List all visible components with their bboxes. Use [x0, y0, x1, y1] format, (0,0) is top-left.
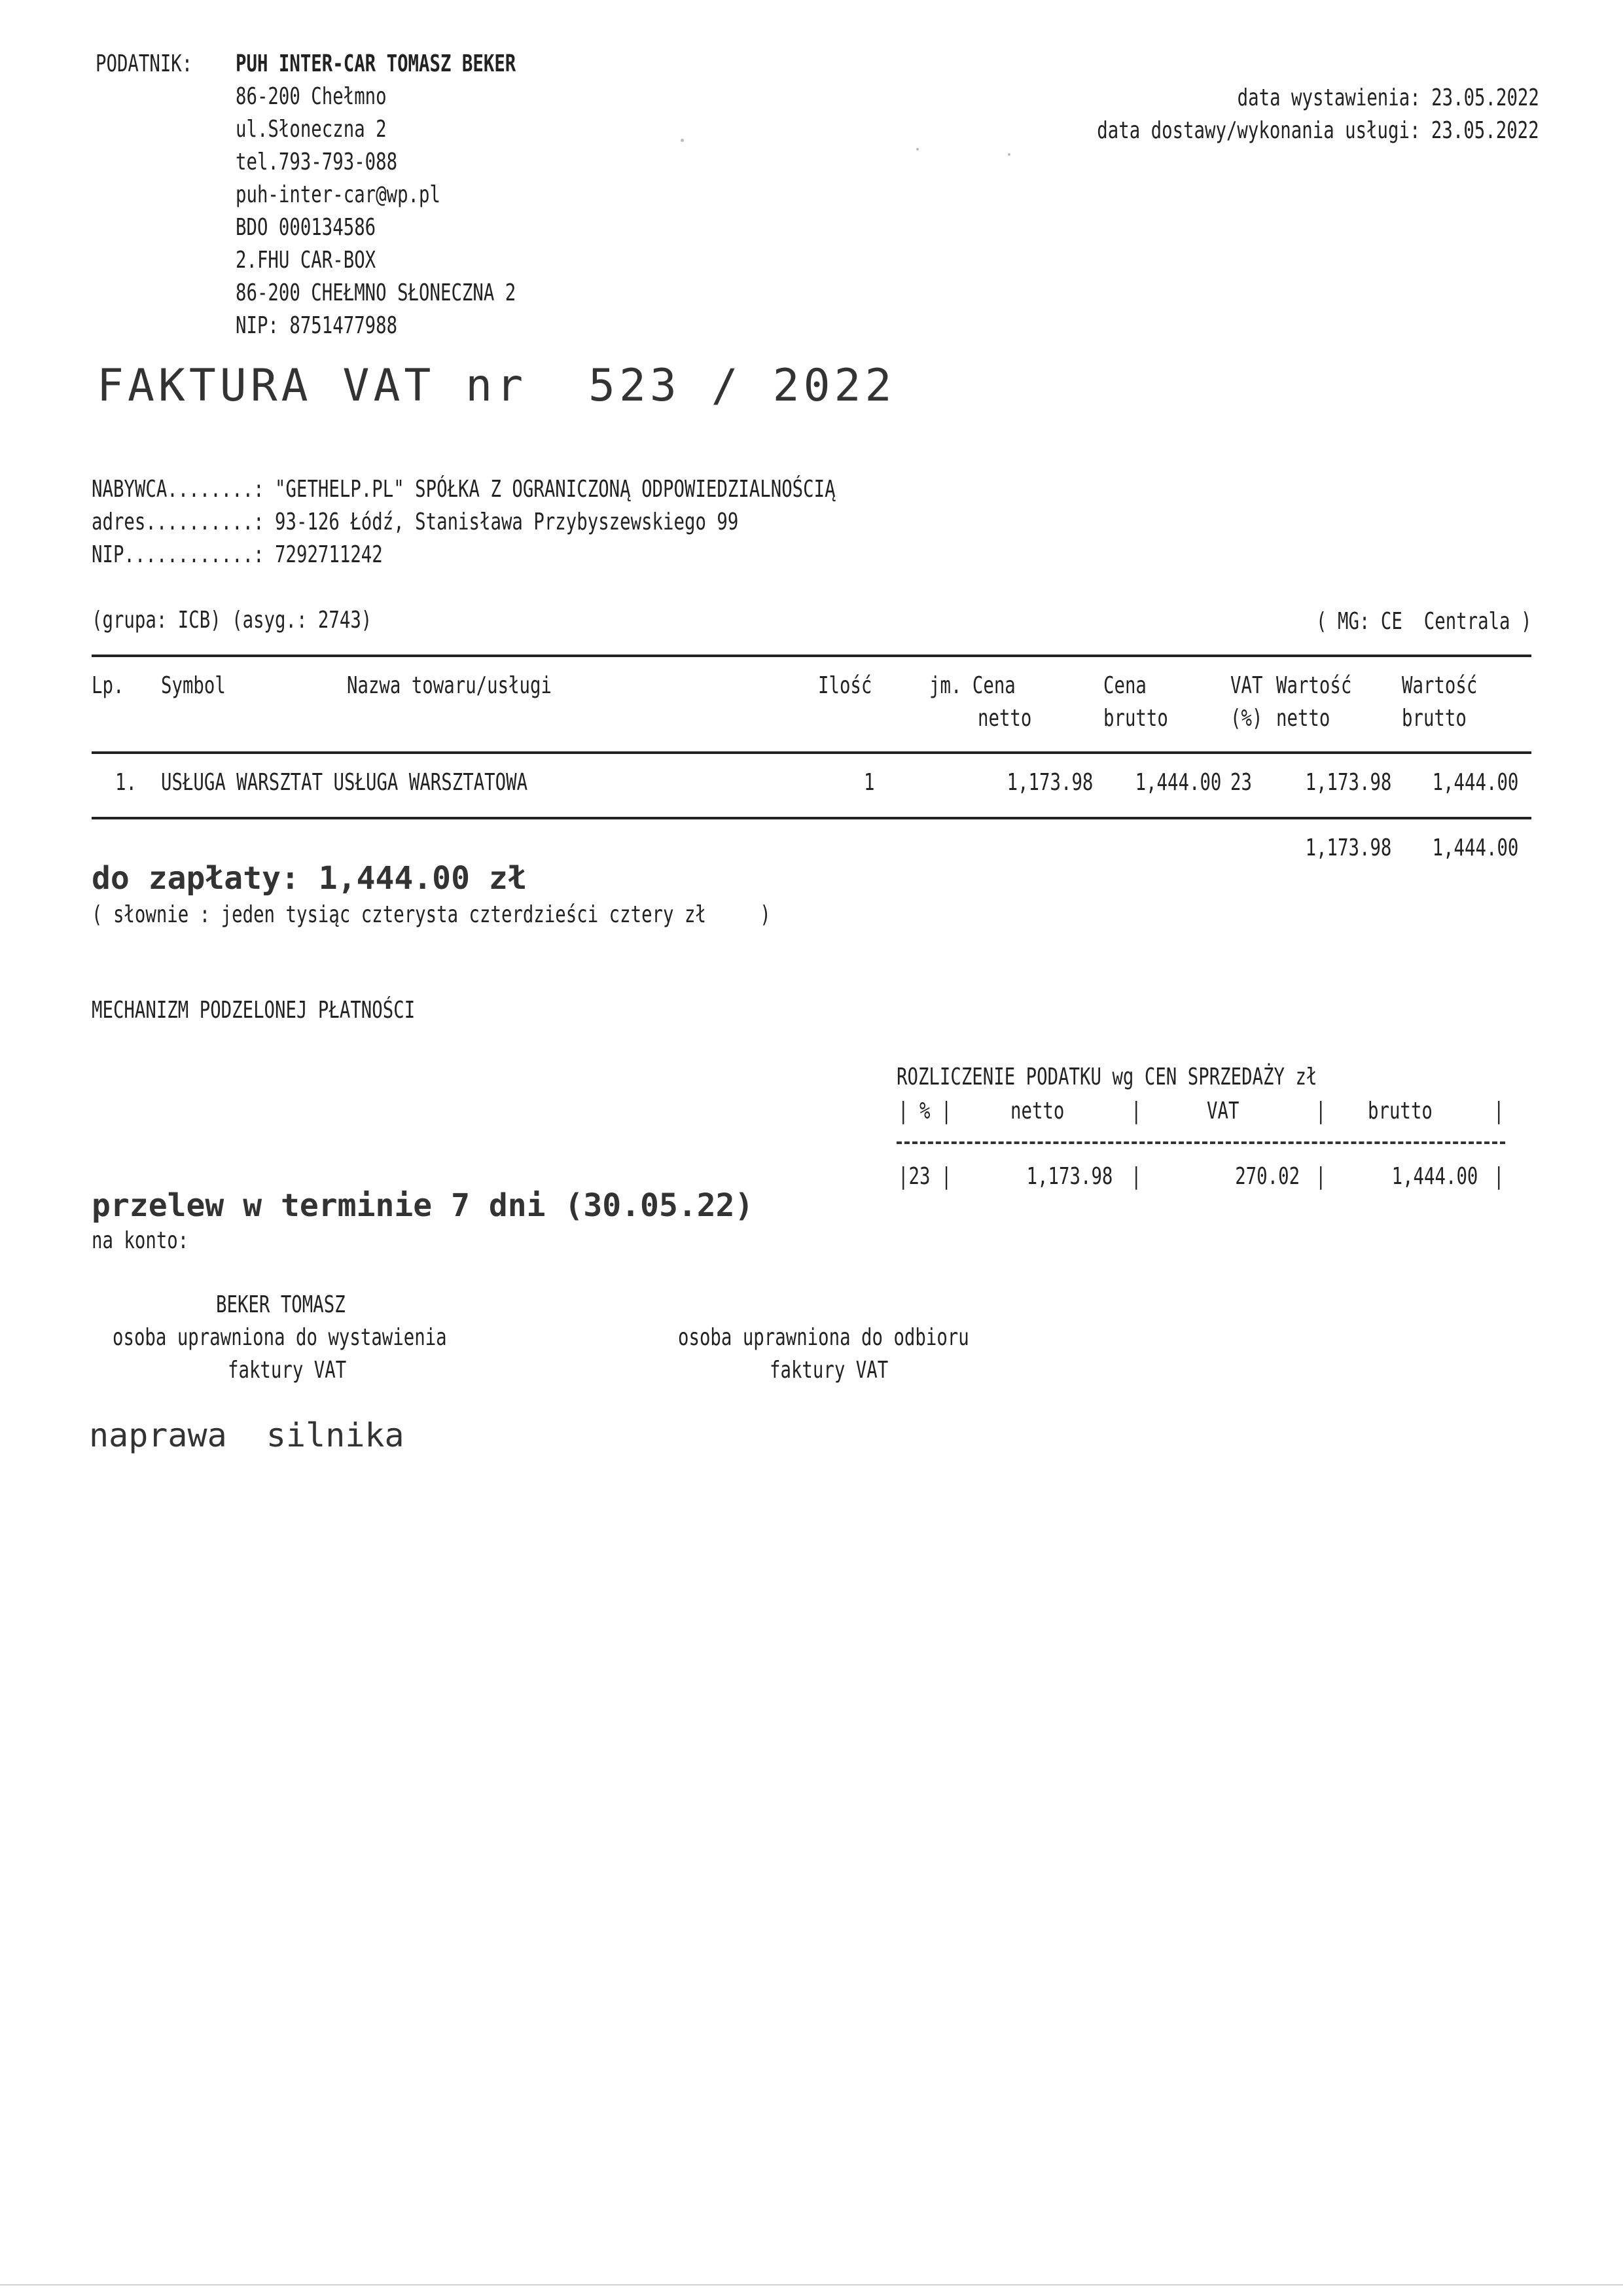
- seller-line: BDO 000134586: [236, 214, 376, 241]
- seller-line: tel.793-793-088: [236, 149, 398, 175]
- row-qty: 1: [864, 769, 875, 796]
- col-gross-value: Wartość: [1402, 672, 1478, 699]
- tax-header-rate: | % |: [898, 1098, 952, 1124]
- table-bottom-rule: [92, 817, 1531, 819]
- col-gross-price: Cena: [1103, 672, 1147, 699]
- buyer-name: NABYWCA........: "GETHELP.PL" SPÓŁKA Z OGRANICZONĄ ODPOWIEDZIALNOŚCIĄ: [92, 476, 836, 503]
- row-gross-price: 1,444.00: [1135, 769, 1221, 796]
- issuer-role-sub: faktury VAT: [228, 1357, 347, 1384]
- total-net: 1,173.98: [1305, 834, 1391, 861]
- col-lp: Lp.: [92, 672, 124, 699]
- col-vat: VAT: [1230, 672, 1263, 699]
- row-vat: 23: [1230, 769, 1252, 796]
- tax-header-net: netto: [1010, 1098, 1065, 1124]
- tax-col-sep: |: [1493, 1098, 1505, 1124]
- col-net-value-sub: netto: [1276, 705, 1330, 732]
- seller-line: 86-200 Chełmno: [236, 83, 387, 110]
- row-net-price: 1,173.98: [1007, 769, 1093, 796]
- split-payment: MECHANIZM PODZELONEJ PŁATNOŚCI: [92, 997, 416, 1024]
- amount-due: do zapłaty: 1,444.00 zł: [92, 860, 527, 897]
- seller-line: 2.FHU CAR-BOX: [236, 247, 376, 274]
- total-gross: 1,444.00: [1432, 834, 1518, 861]
- issuer-role: osoba uprawniona do wystawienia: [113, 1324, 447, 1351]
- col-net-price: jm. Cena: [929, 672, 1016, 699]
- seller-line: NIP: 8751477988: [236, 312, 398, 339]
- seller-line: ul.Słoneczna 2: [236, 116, 387, 143]
- group-info: (grupa: ICB) (asyg.: 2743): [92, 607, 372, 634]
- tax-col-sep: |: [1131, 1163, 1142, 1190]
- buyer-nip: NIP............: 7292711242: [92, 541, 383, 568]
- tax-row-vat: 270.02: [1235, 1163, 1300, 1190]
- tax-header-vat: VAT: [1207, 1098, 1240, 1124]
- row-net-value: 1,173.98: [1305, 769, 1391, 796]
- col-symbol: Symbol: [161, 672, 226, 699]
- issue-date: data wystawienia: 23.05.2022: [1237, 84, 1539, 111]
- seller-line: 86-200 CHEŁMNO SŁONECZNA 2: [236, 279, 516, 306]
- amount-in-words: ( słownie : jeden tysiąc czterysta czterdzieści cztery zł ): [92, 901, 771, 928]
- receiver-role: osoba uprawniona do odbioru: [678, 1324, 969, 1351]
- bank-account-label: na konto:: [92, 1227, 189, 1254]
- col-gross-price-sub: brutto: [1103, 705, 1168, 732]
- tax-col-sep: |: [1131, 1098, 1142, 1124]
- buyer-address: adres..........: 93-126 Łódź, Stanisława Przybyszewskiego 99: [92, 509, 739, 535]
- scan-speck: [916, 148, 919, 151]
- payment-terms: przelew w terminie 7 dni (30.05.22): [92, 1187, 754, 1224]
- seller-line: puh-inter-car@wp.pl: [236, 181, 440, 208]
- col-net-value: Wartość: [1276, 672, 1352, 699]
- col-qty: Ilość: [818, 672, 872, 699]
- tax-col-sep: |: [1493, 1163, 1505, 1190]
- repair-note: naprawa silnika: [89, 1416, 404, 1454]
- tax-dash-rule: [897, 1141, 1505, 1144]
- warehouse-info: ( MG: CE Centrala ): [1315, 608, 1531, 635]
- scan-speck: [681, 139, 684, 142]
- col-gross-value-sub: brutto: [1402, 705, 1467, 732]
- col-net-price-sub: netto: [978, 705, 1032, 732]
- table-top-rule: [92, 655, 1531, 657]
- tax-header-gross: brutto: [1368, 1098, 1433, 1124]
- delivery-date: data dostawy/wykonania usługi: 23.05.2022: [1097, 117, 1539, 144]
- col-vat-sub: (%): [1230, 705, 1263, 732]
- table-header-rule: [92, 751, 1531, 754]
- scan-edge: [0, 2284, 1623, 2286]
- seller-label: PODATNIK:: [96, 50, 193, 77]
- issuer-name: BEKER TOMASZ: [216, 1291, 346, 1318]
- col-name: Nazwa towaru/usługi: [347, 672, 552, 699]
- tax-summary-title: ROZLICZENIE PODATKU wg CEN SPRZEDAŻY zł: [897, 1064, 1317, 1090]
- row-lp: 1.: [115, 769, 137, 796]
- tax-row-net: 1,173.98: [1026, 1163, 1113, 1190]
- row-gross-value: 1,444.00: [1432, 769, 1518, 796]
- scan-speck: [1008, 153, 1010, 156]
- tax-col-sep: |: [1315, 1098, 1327, 1124]
- tax-row-gross: 1,444.00: [1391, 1163, 1478, 1190]
- row-desc: USŁUGA WARSZTAT USŁUGA WARSZTATOWA: [161, 769, 528, 796]
- seller-name: PUH INTER-CAR TOMASZ BEKER: [236, 50, 516, 77]
- tax-row-rate: |23 |: [898, 1163, 952, 1190]
- tax-col-sep: |: [1315, 1163, 1327, 1190]
- invoice-title: FAKTURA VAT nr 523 / 2022: [97, 360, 896, 412]
- receiver-role-sub: faktury VAT: [770, 1357, 889, 1384]
